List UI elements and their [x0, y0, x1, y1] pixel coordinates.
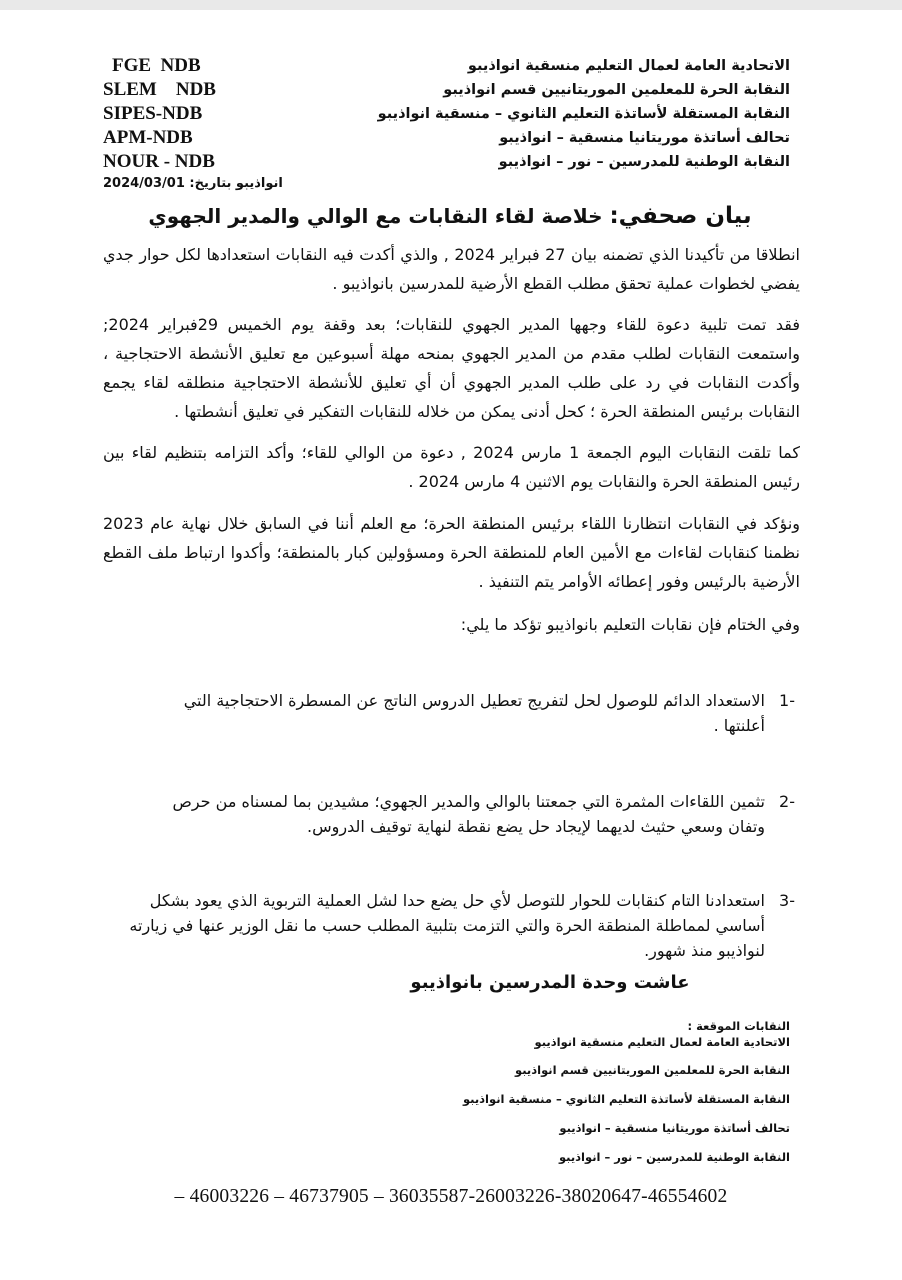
document-title [100, 203, 800, 229]
signatory: الاتحادية العامة لعمال التعليم منسقية انواذيبو [534, 1035, 790, 1049]
signatory: النقابة المستقلة لأساتذة التعليم الثانوي – منسقية انواذيبو [462, 1092, 790, 1106]
list-item-text: تثمين اللقاءات المثمرة التي جمعتنا بالوالي والمدير الجهوي؛ مشيدين بما لمسناه من حرص وتفان وسعي حثيث لديهما لإيجاد حل يضع نقطة لنهاية توقيف الدروس. [172, 792, 765, 836]
list-item-number: -1 [779, 691, 795, 710]
page-top-band [0, 0, 902, 10]
header-unions-latin [103, 54, 216, 174]
header-union-line: النقابة المستقلة لأساتذة التعليم الثانوي – منسقية انواذيبو [377, 106, 790, 122]
signatory: النقابة الوطنية للمدرسين – نور – انواذيبو [558, 1150, 790, 1164]
title-text: خلاصة لقاء النقابات مع الوالي والمدير الجهوي [148, 204, 610, 228]
header-union-line: تحالف أساتذة موريتانيا منسقية – انواذيبو [499, 130, 790, 146]
paragraph: ونؤكد في النقابات انتظارنا اللقاء برئيس المنطقة الحرة؛ مع العلم أننا في السابق خلال نهاية عام 2023 نظمنا كنقابات لقاءات مع الأمين العام للمنطقة الحرة ومسؤولين كبار بالمنطقة؛ وأكدوا ارتباط ملف القطع الأرضية بالرئيس وفور إعطائه الأوامر يتم التنفيذ . [103, 514, 800, 591]
list-item [103, 888, 795, 963]
header-acronym: NOUR - NDB [103, 151, 215, 172]
header-union-line: الاتحادية العامة لعمال التعليم منسقية انواذيبو [467, 58, 790, 74]
header-acronym: FGE NDB [112, 55, 201, 76]
signatory: تحالف أساتذة موريتانيا منسقية – انواذيبو [559, 1121, 790, 1135]
title-lead: بيان صحفي: [609, 203, 752, 229]
paragraph: انطلاقا من تأكيدنا الذي تضمنه بيان 27 فبراير 2024 , والذي أكدت فيه النقابات استعدادها لكل حوار جدي يفضي لخطوات عملية تحقق مطلب القطع الأرضية للمدرسين بانواذيبو . [103, 245, 801, 293]
paragraph: فقد تمت تلبية دعوة للقاء وجهها المدير الجهوي للنقابات؛ بعد وقفة يوم الخميس 29فبراير 2024; واستمعت النقابات لطلب مقدم من المدير الجهوي بمنحه مهلة أسبوعين مع تعليق الأنشطة الاحتجاجية ، وأكدت النقابات في رد على طلب المدير الجهوي أن أي تعليق للأنشطة الاحتجاجية منطلقه لقاء يجمع النقابات برئيس المنطقة الحرة ؛ كحل أدنى يمكن من خلاله للنقابات التفكير في تعليق أنشطتها . [103, 315, 800, 421]
date-value: 2024/03/01 [103, 176, 185, 191]
header-acronym: APM-NDB [103, 127, 193, 148]
header-union-line: النقابة الوطنية للمدرسين – نور – انواذيبو [498, 154, 790, 170]
closing-slogan: عاشت وحدة المدرسين بانواذيبو [410, 972, 690, 993]
header-union-line: النقابة الحرة للمعلمين الموريتانيين قسم انواذيبو [443, 82, 790, 98]
signatories-heading: النقابات الموقعة : [687, 1019, 790, 1033]
list-item-number: -3 [779, 891, 795, 910]
header-unions-arabic [360, 54, 790, 174]
signatories-block [390, 1018, 790, 1172]
document-date [103, 176, 283, 191]
contact-phones: – 46003226 – 46737905 – 36035587-26003226-38020647-46554602 [174, 1186, 728, 1207]
header-acronym: SLEM NDB [103, 79, 216, 100]
list-item-number: -2 [779, 792, 795, 811]
paragraph: وفي الختام فإن نقابات التعليم بانواذيبو تؤكد ما يلي: [460, 615, 800, 634]
list-item [140, 789, 795, 839]
header-acronym: SIPES-NDB [103, 103, 203, 124]
list-item-text: الاستعداد الدائم للوصول لحل لتفريج تعطيل الدروس الناتج عن المسطرة الاحتجاجية التي أعلنتها . [183, 691, 765, 735]
paragraph: كما تلقت النقابات اليوم الجمعة 1 مارس 2024 , دعوة من الوالي للقاء؛ وأكد التزامه بتنظيم لقاء بين رئيس المنطقة الحرة والنقابات يوم الاثنين 4 مارس 2024 . [103, 443, 801, 491]
list-item [140, 688, 795, 738]
list-item-text: استعدادنا التام كنقابات للحوار للتوصل لأي حل يضع حدا لشل العملية التربوية الذي يعود بشكل أساسي لمماطلة المنطقة الحرة والتي التزمت بتلبية المطلب حسب ما نقل الوزير عنها في زيارته لنواذيبو منذ شهور. [129, 891, 765, 960]
signatory: النقابة الحرة للمعلمين الموريتانيين قسم انواذيبو [515, 1063, 790, 1077]
date-label: انواذيبو بتاريخ: [189, 176, 283, 191]
